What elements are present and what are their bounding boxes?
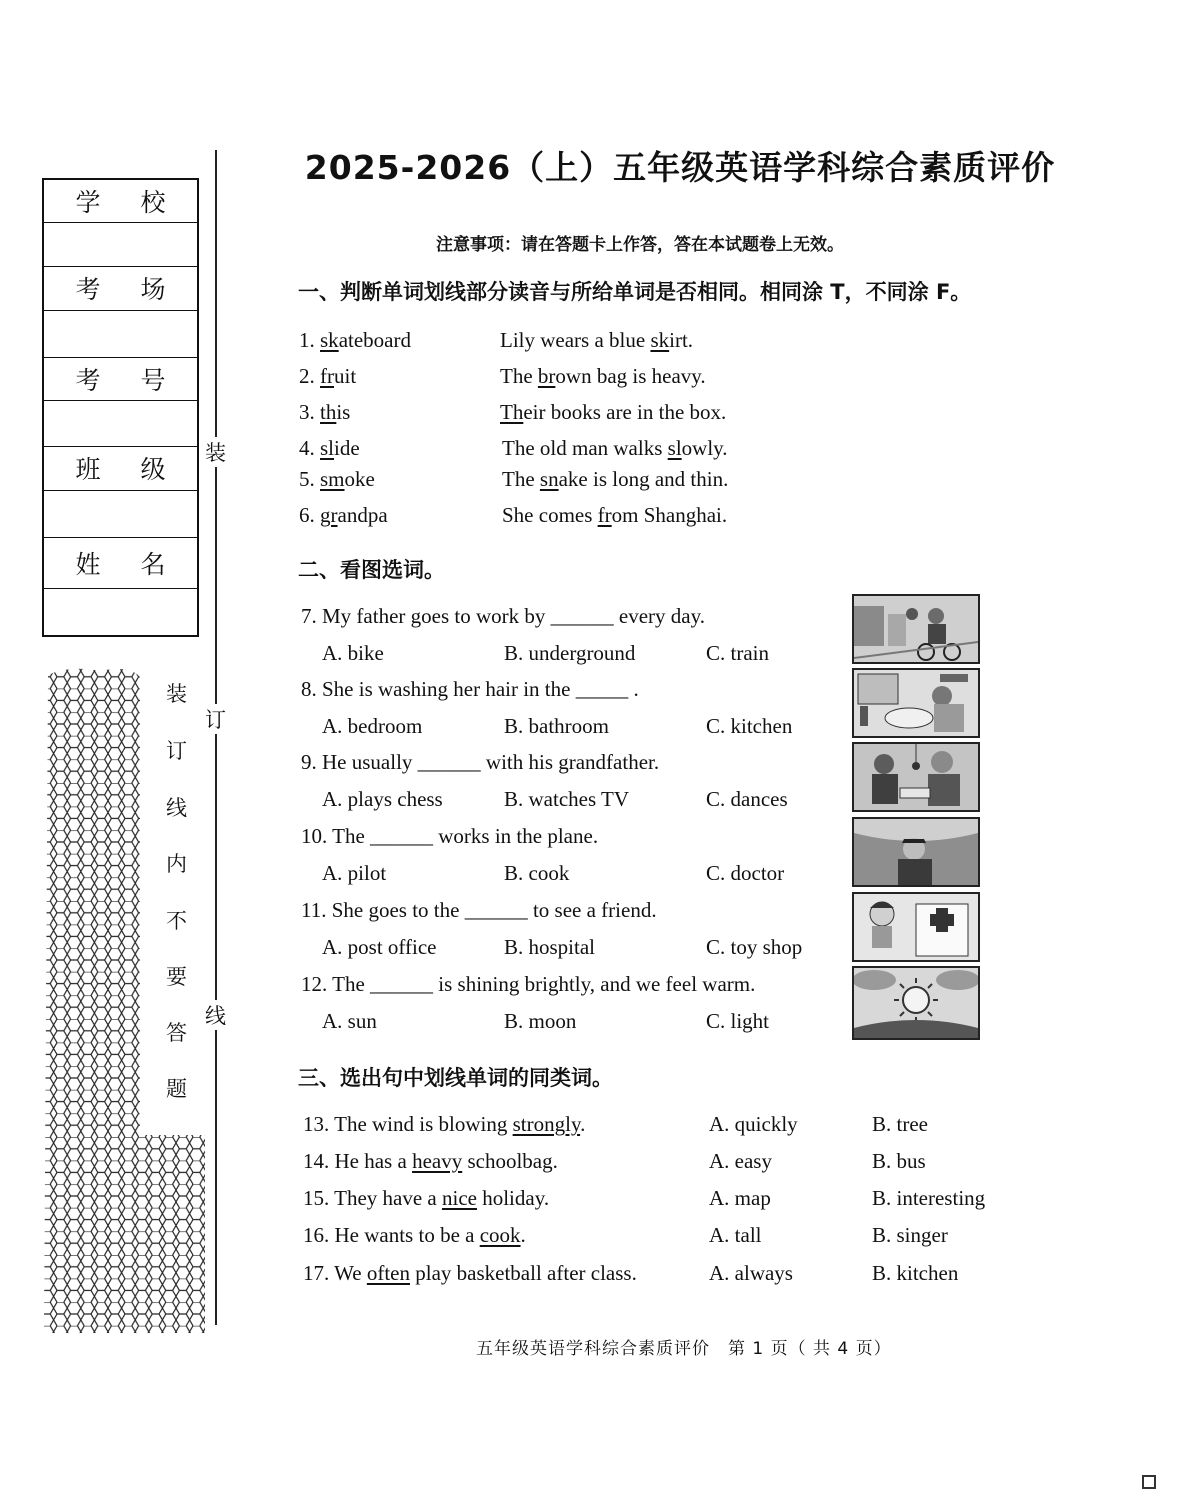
underlined-letters: br xyxy=(537,364,556,388)
sentence-start: The xyxy=(502,467,540,491)
option-a[interactable]: A. bedroom xyxy=(322,714,423,738)
question-text: 7. My father goes to work by ______ every day. xyxy=(301,604,705,628)
question-text: 11. She goes to the ______ to see a friend. xyxy=(301,898,657,922)
picture-pilot xyxy=(852,817,980,887)
class-field[interactable] xyxy=(44,491,197,538)
option-a[interactable]: A. always xyxy=(709,1261,793,1285)
option-c[interactable]: C. toy shop xyxy=(706,935,803,959)
option-a[interactable]: A. quickly xyxy=(709,1112,798,1136)
phonics-sentence xyxy=(500,328,693,353)
item-number: 3. xyxy=(299,400,320,424)
option-b[interactable]: B. moon xyxy=(504,1009,577,1033)
option-b[interactable]: B. bathroom xyxy=(504,714,609,738)
question-text: 10. The ______ works in the plane. xyxy=(301,824,599,848)
option-c[interactable]: C. doctor xyxy=(706,861,785,885)
option-b[interactable]: B. interesting xyxy=(872,1186,986,1210)
sentence-start: 13. The wind is blowing xyxy=(303,1112,513,1136)
exam-room-field[interactable] xyxy=(44,311,197,358)
sentence-end: eir books are in the box. xyxy=(523,400,727,424)
option-c[interactable]: C. kitchen xyxy=(706,714,793,738)
option-b[interactable]: B. underground xyxy=(504,641,636,665)
question-text: 9. He usually ______ with his grandfather. xyxy=(301,750,660,774)
synonym-sentence xyxy=(303,1223,526,1248)
warning-char-2: 订 xyxy=(166,739,187,763)
name-field[interactable] xyxy=(44,589,197,635)
option-c[interactable]: C. light xyxy=(706,1009,770,1033)
option-a[interactable]: A. bike xyxy=(322,641,384,665)
sentence-start: 16. He wants to be a xyxy=(303,1223,480,1247)
word-rest: is xyxy=(336,400,351,424)
bind-char-3: 线 xyxy=(205,1000,226,1030)
option-a[interactable]: A. post office xyxy=(322,935,437,959)
warning-char-7: 答 xyxy=(166,1021,187,1045)
sentence-start: 14. He has a xyxy=(303,1149,413,1173)
underlined-letters: sk xyxy=(320,328,339,352)
sentence-end: holiday. xyxy=(476,1186,550,1210)
underlined-letters: th xyxy=(320,400,337,424)
item-number: 5. xyxy=(299,467,320,491)
synonym-sentence xyxy=(303,1261,637,1286)
word-rest: ide xyxy=(334,436,360,460)
sentence-end: . xyxy=(520,1223,526,1247)
option-a[interactable]: A. easy xyxy=(709,1149,772,1173)
underlined-letters: fr xyxy=(320,364,334,388)
phonics-word xyxy=(299,328,411,353)
picture-playing-chess xyxy=(852,742,980,812)
binding-line xyxy=(215,150,217,1325)
sentence-start: She comes xyxy=(502,503,598,527)
hospital-illustration xyxy=(854,894,978,960)
qr-code-icon xyxy=(1142,1475,1156,1489)
option-b[interactable]: B. bus xyxy=(872,1149,926,1173)
sentence-end: owly. xyxy=(681,436,728,460)
sentence-end: play basketball after class. xyxy=(410,1261,637,1285)
underlined-letters: sl xyxy=(667,436,682,460)
section1-heading: 一、判断单词划线部分读音与所给单词是否相同。相同涂 T，不同涂 F。 xyxy=(298,280,972,304)
option-a[interactable]: A. pilot xyxy=(322,861,387,885)
pilot-illustration xyxy=(854,819,978,885)
phonics-sentence xyxy=(502,467,728,492)
word-rest: andpa xyxy=(337,503,388,527)
option-b[interactable]: B. hospital xyxy=(504,935,596,959)
underlined-letters: sm xyxy=(320,467,345,491)
underlined-word: heavy xyxy=(412,1149,463,1173)
synonym-sentence xyxy=(303,1112,585,1137)
section2-heading: 二、看图选词。 xyxy=(298,558,445,582)
phonics-sentence xyxy=(500,400,726,425)
bind-char-2: 订 xyxy=(205,704,226,734)
picture-washing-hair xyxy=(852,668,980,738)
underlined-word: cook xyxy=(479,1223,521,1247)
question-text: 12. The ______ is shining brightly, and we feel warm. xyxy=(301,972,756,996)
underlined-letters: Th xyxy=(500,400,524,424)
class-label: 班 级 xyxy=(44,446,197,491)
underlined-word: often xyxy=(366,1261,410,1285)
option-a[interactable]: A. map xyxy=(709,1186,771,1210)
picture-cyclist xyxy=(852,594,980,664)
synonym-sentence xyxy=(303,1186,549,1211)
warning-char-6: 要 xyxy=(166,965,187,989)
sentence-end: schoolbag. xyxy=(462,1149,558,1173)
option-b[interactable]: B. watches TV xyxy=(504,787,630,811)
school-label: 学 校 xyxy=(44,180,197,223)
student-info-box xyxy=(42,178,199,637)
underlined-letters: sk xyxy=(650,328,670,352)
sun-illustration xyxy=(854,968,978,1038)
underlined-word: strongly xyxy=(512,1112,581,1136)
sentence-start: 15. They have a xyxy=(303,1186,442,1210)
school-field[interactable] xyxy=(44,223,197,267)
phonics-word xyxy=(299,436,360,461)
sentence-end: om Shanghai. xyxy=(611,503,728,527)
synonym-sentence xyxy=(303,1149,558,1174)
underlined-letters: fr xyxy=(597,503,612,527)
item-number: 2. xyxy=(299,364,320,388)
sentence-end: irt. xyxy=(669,328,694,352)
bathroom-illustration xyxy=(854,670,978,736)
name-label: 姓 名 xyxy=(44,537,197,589)
notice-text: 注意事项：请在答题卡上作答，答在本试题卷上无效。 xyxy=(436,235,844,255)
sentence-start: 17. We xyxy=(303,1261,367,1285)
warning-char-5: 不 xyxy=(166,909,187,933)
phonics-sentence xyxy=(502,436,728,461)
warning-char-4: 内 xyxy=(166,852,187,876)
picture-hospital xyxy=(852,892,980,962)
option-c[interactable]: C. dances xyxy=(706,787,788,811)
option-b[interactable]: B. tree xyxy=(872,1112,928,1136)
option-b[interactable]: B. kitchen xyxy=(872,1261,959,1285)
section3-heading: 三、选出句中划线单词的同类词。 xyxy=(298,1066,613,1090)
underlined-letters: gr xyxy=(320,503,338,527)
chess-illustration xyxy=(854,744,978,810)
underlined-letters: sn xyxy=(539,467,559,491)
sentence-end: . xyxy=(580,1112,586,1136)
item-number: 6. xyxy=(299,503,320,527)
sentence-end: ake is long and thin. xyxy=(558,467,729,491)
phonics-sentence xyxy=(502,503,727,528)
sentence-start: Lily wears a blue xyxy=(500,328,651,352)
sentence-start: The xyxy=(500,364,538,388)
underlined-letters: sl xyxy=(320,436,335,460)
item-number: 1. xyxy=(299,328,320,352)
phonics-sentence xyxy=(500,364,706,389)
option-b[interactable]: B. singer xyxy=(872,1223,948,1247)
option-b[interactable]: B. cook xyxy=(504,861,570,885)
phonics-word xyxy=(299,400,350,425)
option-a[interactable]: A. sun xyxy=(322,1009,377,1033)
phonics-word xyxy=(299,467,375,492)
honeycomb-pattern xyxy=(40,665,210,1335)
option-c[interactable]: C. train xyxy=(706,641,769,665)
exam-number-label: 考 号 xyxy=(44,357,197,401)
word-rest: uit xyxy=(334,364,357,388)
question-text: 8. She is washing her hair in the _____ . xyxy=(301,677,639,701)
page-footer: 五年级英语学科综合素质评价 第 1 页（ 共 4 页） xyxy=(476,1339,892,1359)
phonics-word xyxy=(299,364,356,389)
warning-char-3: 线 xyxy=(166,796,187,820)
option-a[interactable]: A. tall xyxy=(709,1223,762,1247)
bind-char-1: 装 xyxy=(205,437,226,467)
option-a[interactable]: A. plays chess xyxy=(322,787,443,811)
item-number: 4. xyxy=(299,436,320,460)
warning-char-8: 题 xyxy=(166,1077,187,1101)
picture-sun xyxy=(852,966,980,1040)
word-rest: oke xyxy=(344,467,375,491)
exam-room-label: 考 场 xyxy=(44,266,197,311)
sentence-end: own bag is heavy. xyxy=(555,364,706,388)
warning-char-1: 装 xyxy=(166,682,187,706)
underlined-word: nice xyxy=(441,1186,477,1210)
phonics-word xyxy=(299,503,388,528)
page-title: 2025-2026（上）五年级英语学科综合素质评价 xyxy=(304,148,1056,187)
sentence-start: The old man walks xyxy=(502,436,668,460)
exam-number-field[interactable] xyxy=(44,401,197,447)
cyclist-illustration xyxy=(854,596,978,662)
word-rest: ateboard xyxy=(338,328,411,352)
